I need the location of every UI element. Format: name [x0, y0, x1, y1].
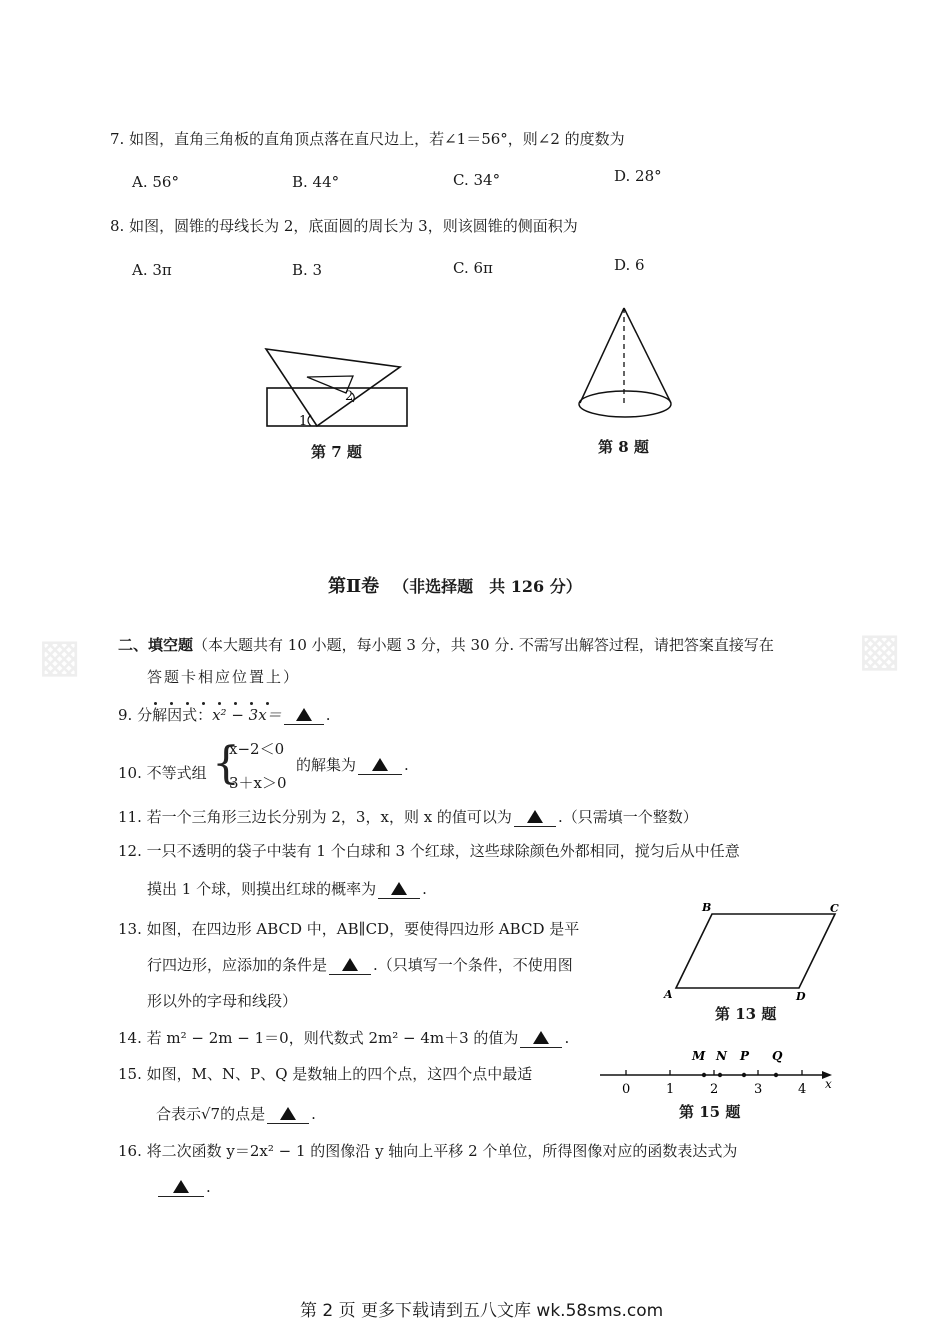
q16-answer-blank[interactable] — [158, 1178, 204, 1197]
q10-end: . — [404, 756, 409, 774]
q8-option-b: B. 3 — [292, 261, 323, 279]
q15-line2-wrap — [156, 1103, 316, 1124]
answer-triangle-icon — [296, 708, 312, 721]
page-footer: 第 2 页 更多下载请到五八文库 wk.58sms.com — [300, 1301, 664, 1321]
q13-line2-wrap — [147, 954, 573, 975]
q10-inequality-1: x−2＜0 — [229, 740, 285, 758]
question-7-text: 7. 如图，直角三角板的直角顶点落在直尺边上，若∠1＝56°，则∠2 的度数为 — [110, 130, 625, 148]
point-n — [718, 1073, 722, 1077]
q13-answer-blank[interactable] — [329, 956, 371, 975]
answer-triangle-icon — [527, 810, 543, 823]
q9-prefix: 9. 分解因式： — [118, 706, 213, 724]
q12-line1: 12. 一只不透明的袋子中装有 1 个白球和 3 个红球，这些球除颜色外都相同，搅匀后从中任意 — [118, 842, 740, 860]
figure-15-caption: 第 15 题 — [679, 1103, 741, 1121]
watermark-left: ▩ — [38, 628, 82, 682]
q12-end: . — [422, 880, 427, 898]
q10-prefix: 10. 不等式组 — [118, 764, 207, 782]
tick-label-4: 4 — [798, 1082, 807, 1097]
q15-line2: 合表示√7的点是 — [156, 1105, 266, 1123]
part2-instructions-end: ） — [283, 668, 299, 686]
q10-inequality-2: 3＋x＞0 — [229, 774, 287, 792]
answer-triangle-icon — [372, 758, 388, 771]
question-9 — [118, 704, 330, 725]
cone-base-ellipse — [579, 391, 671, 417]
answer-triangle-icon — [391, 882, 407, 895]
section-subtitle: （非选择题 共 126 分） — [393, 577, 582, 596]
q10-brace: { — [212, 738, 240, 789]
q15-answer-blank[interactable] — [267, 1105, 309, 1124]
part2-heading-line — [118, 634, 774, 655]
tick-label-2: 2 — [710, 1082, 719, 1097]
section-header — [328, 572, 582, 598]
q10-suffix: 的解集为 — [296, 756, 357, 774]
section-title: 第Ⅱ卷 — [328, 576, 380, 597]
answer-card-emphasis: 答题卡相应位置上 — [147, 668, 284, 686]
vertex-c-label: C — [830, 902, 839, 915]
q13-line2-end: .（只填写一个条件，不使用图 — [373, 956, 573, 974]
q11-answer-blank[interactable] — [514, 808, 556, 827]
q9-expression: x² − 3x＝ — [212, 706, 282, 724]
figure-8-cone — [570, 300, 680, 430]
question-11 — [118, 806, 698, 827]
answer-triangle-icon — [173, 1180, 189, 1193]
q15-line1: 15. 如图，M、N、P、Q 是数轴上的四个点，这四个点中最适 — [118, 1065, 533, 1083]
axis-x-label: x — [825, 1077, 832, 1091]
vertex-d-label: D — [796, 990, 806, 1001]
angle-2-label: 2 — [345, 389, 354, 404]
label-n: N — [716, 1049, 727, 1063]
answer-triangle-icon — [280, 1107, 296, 1120]
q14-text: 14. 若 m² − 2m − 1＝0，则代数式 2m² − 4m＋3 的值为 — [118, 1029, 519, 1047]
figure-15-number-line — [596, 1040, 846, 1100]
question-14 — [118, 1027, 569, 1048]
point-q — [774, 1073, 778, 1077]
q12-answer-blank[interactable] — [378, 880, 420, 899]
figure-13-caption: 第 13 题 — [715, 1005, 777, 1023]
q7-option-c: C. 34° — [453, 171, 501, 189]
q8-option-c: C. 6π — [453, 259, 493, 277]
tick-label-0: 0 — [622, 1082, 631, 1097]
q10-answer-blank[interactable] — [358, 756, 402, 775]
part2-instructions-line2 — [147, 666, 298, 687]
figure-7-caption: 第 7 题 — [311, 443, 362, 461]
q11-text: 11. 若一个三角形三边长分别为 2，3，x，则 x 的值可以为 — [118, 808, 512, 826]
q12-line2-wrap — [147, 878, 427, 899]
watermark-right: ▩ — [858, 622, 902, 676]
q9-answer-blank[interactable] — [284, 706, 324, 725]
q7-option-a: A. 56° — [132, 173, 179, 191]
q12-line2: 摸出 1 个球，则摸出红球的概率为 — [147, 880, 377, 898]
figure-8-caption: 第 8 题 — [598, 438, 649, 456]
q13-line1: 13. 如图，在四边形 ABCD 中，AB∥CD，要使得四边形 ABCD 是平 — [118, 920, 580, 938]
vertex-a-label: A — [664, 988, 673, 1001]
q7-option-b: B. 44° — [292, 173, 340, 191]
figure-13-quadrilateral — [660, 896, 845, 1001]
vertex-b-label: B — [702, 901, 712, 914]
q11-note: .（只需填一个整数） — [557, 808, 698, 826]
q16-end: . — [206, 1178, 211, 1196]
part2-instructions: （本大题共有 10 小题，每小题 3 分，共 30 分. 不需写出解答过程，请把答案直接写在 — [193, 636, 774, 654]
label-q: Q — [772, 1049, 783, 1063]
answer-triangle-icon — [533, 1031, 549, 1044]
q8-option-d: D. 6 — [614, 256, 645, 274]
quadrilateral-abcd — [676, 914, 835, 988]
point-p — [742, 1073, 746, 1077]
cone-right-edge — [624, 308, 671, 403]
tick-label-1: 1 — [666, 1082, 675, 1097]
q16-line2-wrap — [156, 1178, 211, 1197]
q9-end: . — [325, 706, 331, 724]
angle-1-label: 1 — [299, 414, 308, 429]
part2-heading: 二、填空题 — [118, 636, 194, 654]
q10-suffix-line — [296, 754, 409, 775]
q13-line3: 形以外的字母和线段） — [147, 992, 298, 1010]
q13-line2: 行四边形，应添加的条件是 — [147, 956, 328, 974]
ruler-shape — [267, 388, 407, 426]
label-p: P — [740, 1049, 750, 1063]
label-m: M — [692, 1049, 706, 1063]
question-8-text: 8. 如图，圆锥的母线长为 2，底面圆的周长为 3，则该圆锥的侧面积为 — [110, 217, 578, 235]
emphasis-dots — [154, 690, 282, 694]
q7-option-d: D. 28° — [614, 167, 662, 185]
answer-triangle-icon — [342, 958, 358, 971]
q14-answer-blank[interactable] — [520, 1029, 562, 1048]
point-m — [702, 1073, 706, 1077]
tick-label-3: 3 — [754, 1082, 763, 1097]
figure-7-ruler-triangle — [255, 340, 425, 435]
q8-option-a: A. 3π — [132, 261, 172, 279]
q15-end: . — [311, 1105, 316, 1123]
cone-left-edge — [580, 308, 624, 403]
q14-end: . — [564, 1029, 570, 1047]
q16-line1: 16. 将二次函数 y＝2x² − 1 的图像沿 y 轴向上平移 2 个单位，所得图像对应的函数表达式为 — [118, 1142, 738, 1160]
